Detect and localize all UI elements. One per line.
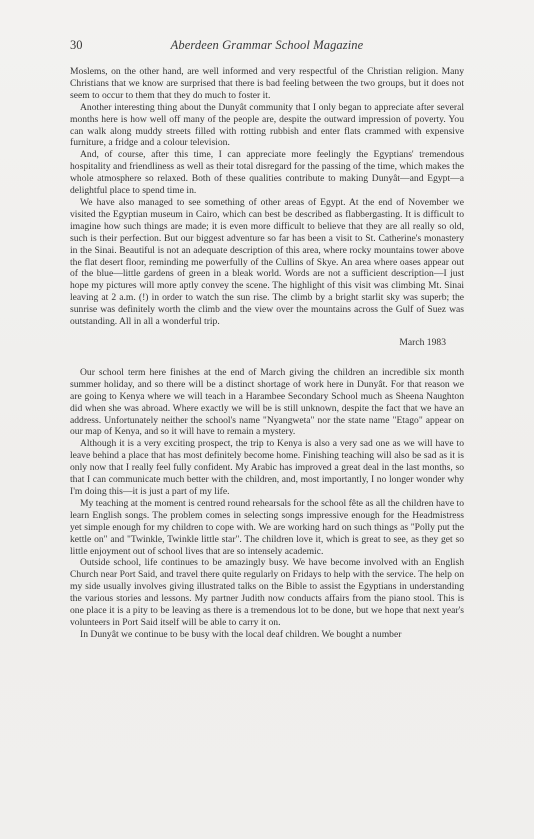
article-body (70, 66, 464, 641)
dateline: March 1983 (399, 336, 446, 348)
paragraph: In Dunyât we continue to be busy with the local deaf children. We bought a number (80, 628, 402, 640)
paragraph: Outside school, life continues to be amazingly busy. We have become involved with an English Church near Port Said, and travel there quite regularly on Fridays to help with the service. The help on my side usually involves giving illustrated talks on the Bible to assist the Egyptians in understanding the various stories and lessons. My partner Judith now conducts affairs from the piano stool. This is one place it is a pity to be leaving as there is a tremendous lot to be done, but we hope that next year's volunteers in Port Said itself will be able to carry it on. (70, 557, 464, 628)
paragraph: My teaching at the moment is centred round rehearsals for the school fête as all the children have to learn English songs. The problem comes in selecting songs impressive enough for the Headmistress yet simple enough for my children to cope with. We are working hard on such things as "Polly put the kettle on" and "Twinkle, Twinkle little star". The children love it, which is great to see, as they get so little enjoyment out of school lives that are so intensely academic. (70, 497, 464, 557)
paragraph: Moslems, on the other hand, are well informed and very respectful of the Christian religion. Many Christians that we know are surprised that there is bad feeling between the two groups, but it does not seem to occur to them that they do much to foster it. (70, 66, 464, 101)
page-number: 30 (70, 38, 83, 52)
paragraph: Another interesting thing about the Dunyât community that I only began to appreciate after several months here is how well off many of the people are, despite the outward impression of poverty. You can walk along muddy streets filled with rotting rubbish and enter flats crammed with expensive furniture, a fridge and a colour television. (70, 101, 464, 149)
paragraph: Although it is a very exciting prospect, the trip to Kenya is also a very sad one as we will have to leave behind a place that has most definitely become home. Finishing teaching will also be sad as it is only now that I really feel fully confident. My Arabic has improved a great deal in the last months, so that I can communicate much better with the children, and, most importantly, I no longer wonder why I'm doing this—it is just a part of my life. (70, 438, 464, 497)
running-title: Aberdeen Grammar School Magazine (170, 38, 364, 52)
page-header (70, 38, 464, 54)
paragraph: And, of course, after this time, I can appreciate more feelingly the Egyptians' tremendous hospitality and friendliness as well as their total disregard for the passing of the time, which makes the whole atmosphere so relaxed. Both of these qualities contribute to making Dunyât—and Egypt—a delightful place to spend time in. (70, 149, 464, 197)
paragraph: Our school term here finishes at the end of March giving the children an incredible six month summer holiday, and so there will be a distinct shortage of work here in Dunyât. For that reason we are going to Kenya where we will teach in a Harambee Secondary School much as Sheena Naughton did when she was abroad. Where exactly we will be is still unknown, despite the fact that we have an address. Unfortunately neither the school's name "Nyangweta" nor the state name "Etago" appear on our map of Kenya, and so it will have to remain a mystery. (70, 366, 464, 438)
paragraph: We have also managed to see something of other areas of Egypt. At the end of November we visited the Egyptian museum in Cairo, which can best be described as flabbergasting. It is difficult to imagine how such things are made; it is even more difficult to believe that they are all really so old, such is their perfection. But our biggest adventure so far has been a visit to St. Catherine's monastery in the Sinai. Beautiful is not an adequate description of this area, where rocky mountains tower above the flat desert floor, reminding me powerfully of the Cullins of Skye. An area where oases appear out of the blue—little gardens of green in a bleak world. Words are not a sufficient description—I just hope my pictures will more aptly convey the scene. The highlight of this visit was climbing Mt. Sinai leaving at 2 a.m. (!) in order to watch the sun rise. The climb by a bright starlit sky was superb; the sunrise was definitely worth the climb and the view over the mountains across the Gulf of Suez was outstanding. All in all a wonderful trip. (70, 196, 464, 328)
